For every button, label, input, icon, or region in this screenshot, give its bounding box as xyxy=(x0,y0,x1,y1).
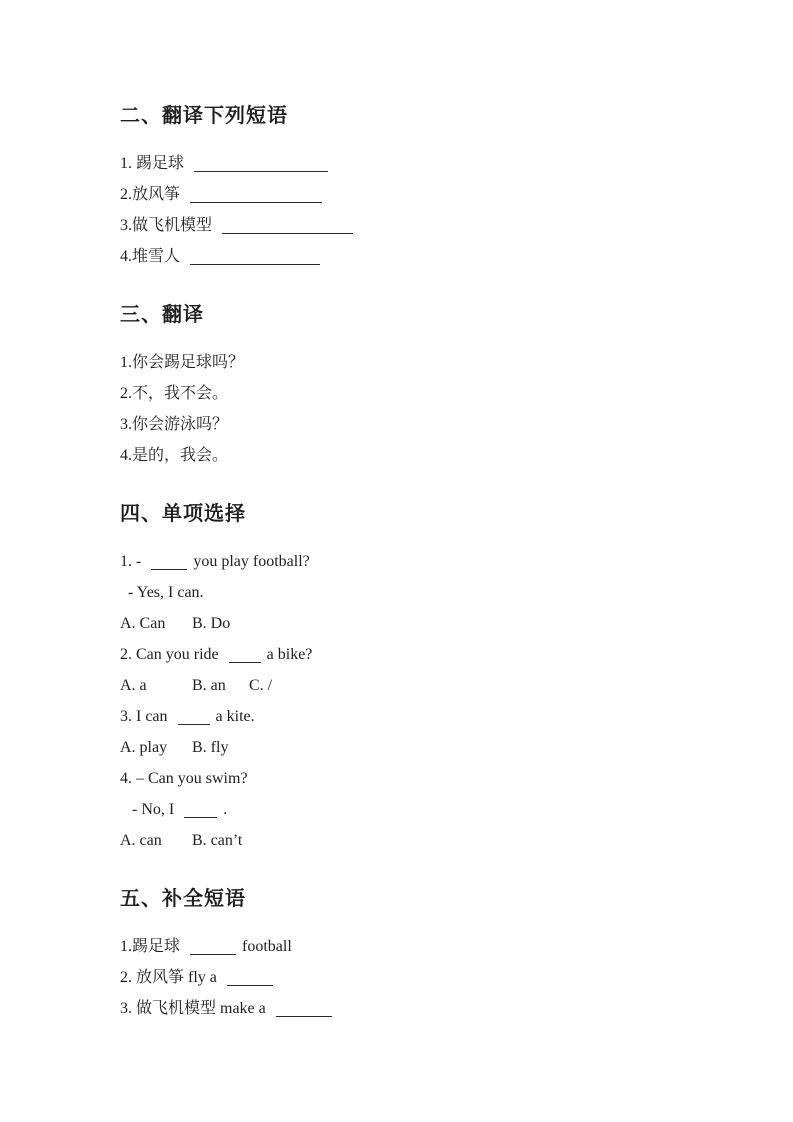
line-text: football xyxy=(242,938,292,955)
worksheet-line xyxy=(120,241,733,272)
line-text: 3. 做飞机模型 make a xyxy=(120,1000,266,1017)
line-text: 3.你会游泳吗？ xyxy=(120,416,229,433)
section-heading: 四、单项选择 xyxy=(120,503,246,525)
line-text: 2. 放风筝 fly a xyxy=(120,969,217,986)
answer-blank xyxy=(190,190,322,203)
choice-option: A. can xyxy=(120,832,162,849)
worksheet-line xyxy=(120,179,733,210)
line-text: you play football? xyxy=(193,553,310,570)
line-text: 2. Can you ride xyxy=(120,646,219,663)
worksheet-line xyxy=(120,639,733,670)
worksheet-line xyxy=(120,210,733,241)
answer-blank xyxy=(184,805,217,818)
answer-blank xyxy=(178,712,210,725)
worksheet-line xyxy=(120,440,733,471)
worksheet-section xyxy=(120,105,733,272)
line-text: 1.你会踢足球吗？ xyxy=(120,354,245,371)
answer-blank xyxy=(227,973,273,986)
choice-option: B. fly xyxy=(192,739,229,756)
line-text: 1. - xyxy=(120,553,142,570)
worksheet-section xyxy=(120,888,733,1024)
line-text: a kite. xyxy=(215,708,255,725)
answer-blank xyxy=(194,159,328,172)
line-text: 4.是的，我会。 xyxy=(120,447,229,464)
worksheet-line xyxy=(120,670,733,701)
line-text: 4.堆雪人 xyxy=(120,248,181,265)
line-text: 4. – Can you swim? xyxy=(120,770,248,787)
line-text: 2.放风筝 xyxy=(120,186,181,203)
line-text: 2.不，我不会。 xyxy=(120,385,229,402)
worksheet-line xyxy=(120,378,733,409)
worksheet-section xyxy=(120,503,733,856)
worksheet-line xyxy=(120,962,733,993)
section-heading: 二、翻译下列短语 xyxy=(120,105,288,127)
worksheet-line xyxy=(120,993,733,1024)
line-text: 3.做飞机模型 xyxy=(120,217,213,234)
line-text: 3. I can xyxy=(120,708,168,725)
answer-blank xyxy=(151,557,187,570)
answer-blank xyxy=(276,1004,332,1017)
worksheet-line xyxy=(120,608,733,639)
worksheet-line xyxy=(120,701,733,732)
worksheet-content xyxy=(120,105,733,1024)
choice-option: B. can’t xyxy=(192,832,243,849)
worksheet-section xyxy=(120,304,733,471)
choice-option: A. Can xyxy=(120,615,166,632)
worksheet-line xyxy=(120,763,733,794)
line-text: a bike? xyxy=(266,646,313,663)
choice-option: A. a xyxy=(120,677,147,694)
line-text: 1.踢足球 xyxy=(120,938,181,955)
worksheet-line xyxy=(120,546,733,577)
choice-option: B. Do xyxy=(192,615,231,632)
answer-blank xyxy=(190,252,320,265)
line-text: . xyxy=(223,801,228,818)
worksheet-line xyxy=(120,794,733,825)
worksheet-line xyxy=(120,931,733,962)
worksheet-line xyxy=(120,409,733,440)
answer-blank xyxy=(190,942,236,955)
line-text: - Yes, I can. xyxy=(128,584,204,601)
worksheet-line xyxy=(120,825,733,856)
choice-option: B. an xyxy=(192,677,226,694)
worksheet-line xyxy=(120,148,733,179)
worksheet-line xyxy=(120,347,733,378)
answer-blank xyxy=(229,650,261,663)
line-text: - No, I xyxy=(132,801,175,818)
line-text: 1. 踢足球 xyxy=(120,155,185,172)
choice-option: C. / xyxy=(249,677,273,694)
section-heading: 三、翻译 xyxy=(120,304,204,326)
worksheet-line xyxy=(120,577,733,608)
answer-blank xyxy=(222,221,353,234)
section-heading: 五、补全短语 xyxy=(120,888,246,910)
choice-option: A. play xyxy=(120,739,168,756)
worksheet-line xyxy=(120,732,733,763)
